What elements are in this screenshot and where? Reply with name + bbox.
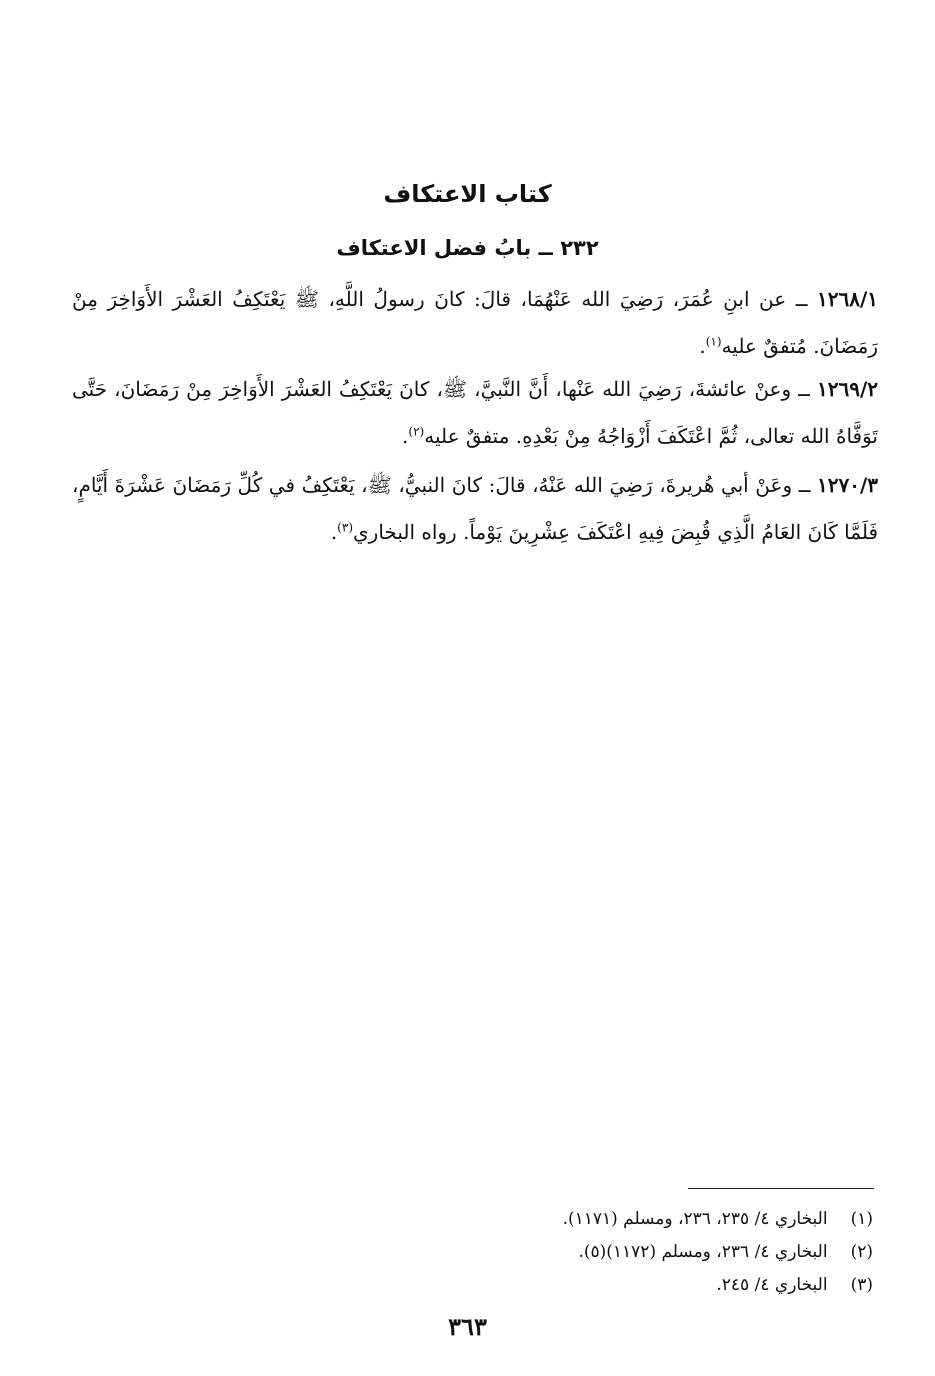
footnotes (173, 1203, 873, 1302)
hadith-paragraph (72, 462, 878, 556)
footnote-ref: (٢) (408, 424, 425, 439)
footnote-ref: (١) (705, 334, 722, 349)
footnote-marker: (٢) (850, 1242, 873, 1262)
footnote (173, 1269, 873, 1302)
footnote-ref: (٣) (337, 520, 353, 535)
hadith-number: ١٢٦٩/٢ (817, 377, 879, 401)
hadith-text: ــ عن ابنِ عُمَرَ، رَضِيَ الله عَنْهُمَا، قالَ: كانَ رسولُ اللَّهِ، ﷺ يَعْتَكِفُ العَشْرَ الأَوَاخِرَ مِنْ رَمَضَانَ. مُتفقٌ عليه (72, 287, 878, 358)
book-title: كتاب الاعتكاف (383, 180, 552, 208)
hadith-end-mark: . (402, 424, 409, 448)
page-number: ٣٦٣ (448, 1312, 487, 1341)
chapter-title: ٢٣٢ ــ بابُ فضل الاعتكاف (336, 236, 599, 260)
hadith-end-mark: . (699, 334, 706, 358)
hadith-number: ١٢٦٨/١ (817, 287, 879, 311)
hadith-number: ١٢٧٠/٣ (817, 473, 879, 497)
footnote-text: البخاري ٤/ ٢٣٦، ومسلم (١١٧٢)(٥). (578, 1242, 828, 1262)
hadith-paragraph (72, 366, 878, 460)
footnote (173, 1236, 873, 1269)
footnote (173, 1203, 873, 1236)
footnote-divider (688, 1188, 874, 1189)
hadith-end-mark: . (330, 520, 338, 544)
hadith-text: ــ وعَنْ أبي هُريرةَ، رَضِيَ الله عَنْهُ، قالَ: كانَ النبيُّ، ﷺ، يَعْتَكِفُ في كُلِّ رَمَضَانَ عَشْرَةَ أَيَّامٍ، فَلَمَّا كَانَ العَامُ الَّذِي قُبِضَ فِيهِ اعْتَكَفَ عِشْرِينَ يَوْماً. رواه البخاري (72, 473, 878, 544)
footnote-text: البخاري ٤/ ٢٤٥. (716, 1275, 828, 1295)
hadith-text: ــ وعنْ عائشةَ، رَضِيَ الله عَنْها، أَنَّ النَّبيَّ، ﷺ، كانَ يَعْتَكِفُ العَشْرَ الأَوَاخِرَ مِنْ رَمَضَانَ، حَتَّى تَوَفَّاهُ الله تعالى، ثُمَّ اعْتَكَفَ أَزْوَاجُهُ مِنْ بَعْدِهِ. متفقٌ عليه (72, 377, 878, 448)
footnote-marker: (١) (850, 1209, 873, 1229)
hadith-paragraph (72, 276, 878, 370)
footnote-marker: (٣) (850, 1275, 873, 1295)
footnote-text: البخاري ٤/ ٢٣٥، ٢٣٦، ومسلم (١١٧١). (562, 1209, 828, 1229)
